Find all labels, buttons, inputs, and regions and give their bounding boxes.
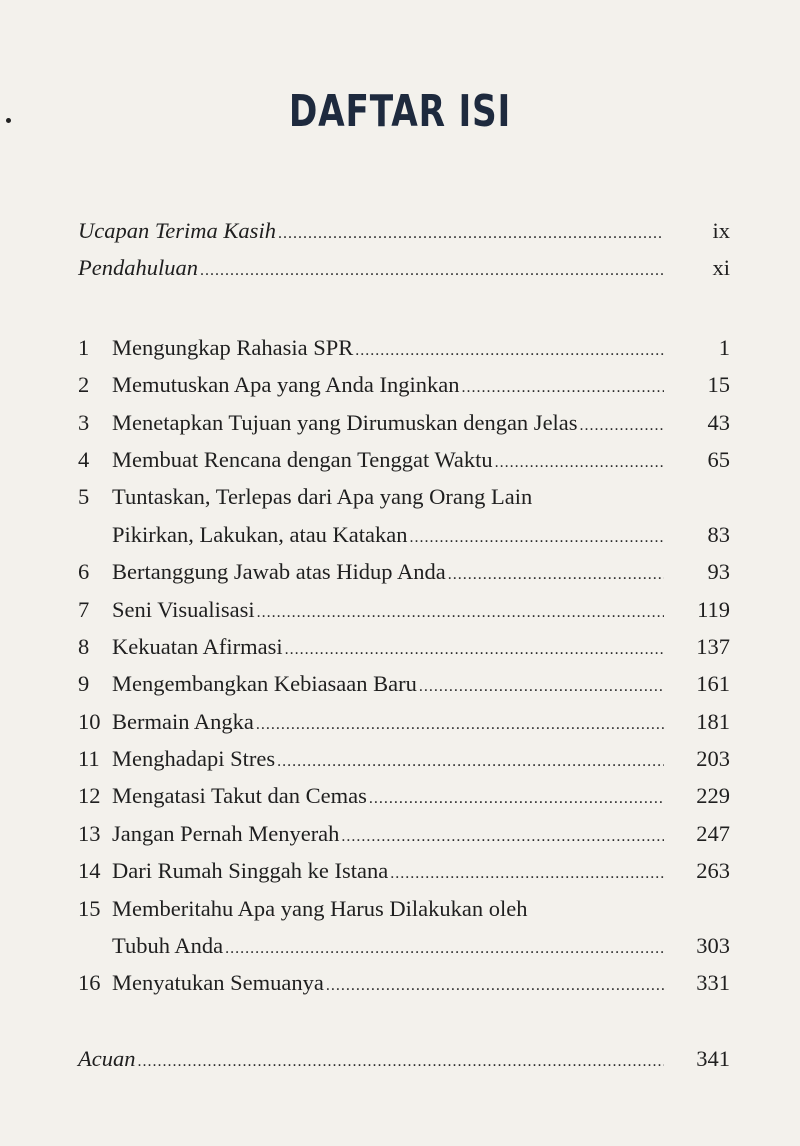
page-speck <box>6 118 11 123</box>
toc-page: 65 <box>707 446 730 472</box>
toc-label: Mengatasi Takut dan Cemas <box>112 783 367 809</box>
toc-entry-chapter-10[interactable] <box>78 703 730 740</box>
toc-page: 1 <box>718 334 730 360</box>
dot-leader <box>355 332 664 369</box>
dot-leader <box>225 930 664 967</box>
dot-leader <box>419 668 664 705</box>
dot-leader <box>580 407 664 444</box>
toc-page: 263 <box>696 858 730 884</box>
chapter-number: 13 <box>78 820 101 846</box>
toc-label: Acuan <box>78 1045 136 1071</box>
toc-page: 83 <box>707 521 730 547</box>
dot-leader <box>256 706 664 743</box>
dot-leader <box>495 444 664 481</box>
toc-entry-chapter-4[interactable] <box>78 441 730 478</box>
toc-label: Tubuh Anda <box>112 933 224 959</box>
dot-leader <box>390 855 664 892</box>
toc-page: 119 <box>697 596 730 622</box>
toc-page: xi <box>712 255 730 281</box>
toc-page: ix <box>712 218 730 243</box>
toc-label: Memberitahu Apa yang Harus Dilakukan oleh <box>112 895 528 921</box>
chapter-number: 6 <box>78 559 90 585</box>
dot-leader <box>448 556 664 593</box>
chapter-number: 7 <box>78 596 90 622</box>
toc-page: 247 <box>696 820 730 846</box>
toc-entry-chapter-14[interactable] <box>78 852 730 889</box>
dot-leader <box>326 967 664 1004</box>
toc-entry-chapter-13[interactable] <box>78 815 730 852</box>
dot-leader <box>278 215 664 252</box>
dot-leader <box>285 631 664 668</box>
dot-leader <box>369 780 664 817</box>
toc-label: Ucapan Terima Kasih <box>78 218 276 243</box>
chapter-number: 16 <box>78 970 101 996</box>
toc-label: Mengungkap Rahasia SPR <box>112 334 354 360</box>
toc-label: Tuntaskan, Terlepas dari Apa yang Orang Lain <box>112 484 533 510</box>
toc-page: 93 <box>707 559 730 585</box>
toc-entry-chapter-5[interactable] <box>78 516 730 553</box>
dot-leader <box>341 818 664 855</box>
toc-label: Menetapkan Tujuan yang Dirumuskan dengan Jelas <box>112 409 578 435</box>
toc-page: 203 <box>696 746 730 772</box>
toc-label: Pendahuluan <box>78 255 198 281</box>
toc-entry-chapter-1[interactable] <box>78 329 730 366</box>
table-of-contents <box>78 212 730 1077</box>
toc-entry-ucapan[interactable] <box>78 212 730 249</box>
page-title: DAFTAR ISI <box>288 86 512 137</box>
toc-label: Seni Visualisasi <box>112 596 255 622</box>
chapter-number: 14 <box>78 858 101 884</box>
toc-label: Bermain Angka <box>112 708 254 734</box>
toc-entry-acuan[interactable] <box>78 1040 730 1077</box>
toc-entry-chapter-7[interactable] <box>78 591 730 628</box>
chapter-number: 9 <box>78 671 90 697</box>
dot-leader <box>257 594 664 631</box>
toc-entry-chapter-3[interactable] <box>78 404 730 441</box>
dot-leader <box>277 743 664 780</box>
toc-page: 137 <box>696 633 730 659</box>
chapter-number: 15 <box>78 895 101 921</box>
toc-page: 161 <box>696 671 730 697</box>
toc-label: Pikirkan, Lakukan, atau Katakan <box>112 521 408 547</box>
chapter-number: 11 <box>78 746 100 772</box>
chapter-number: 4 <box>78 446 90 472</box>
dot-leader <box>137 1043 664 1080</box>
chapter-number: 1 <box>78 334 90 360</box>
chapter-number: 3 <box>78 409 90 435</box>
toc-label: Mengembangkan Kebiasaan Baru <box>112 671 417 697</box>
toc-entry-chapter-5-line1[interactable] <box>78 478 730 515</box>
toc-entry-pendahuluan[interactable] <box>78 249 730 286</box>
toc-entry-chapter-9[interactable] <box>78 665 730 702</box>
toc-entry-chapter-12[interactable] <box>78 777 730 814</box>
toc-page: 43 <box>707 409 730 435</box>
dot-leader <box>461 369 664 406</box>
toc-label: Jangan Pernah Menyerah <box>112 820 340 846</box>
toc-entry-chapter-6[interactable] <box>78 553 730 590</box>
dot-leader <box>200 252 664 289</box>
toc-label: Bertanggung Jawab atas Hidup Anda <box>112 559 446 585</box>
toc-label: Menghadapi Stres <box>112 746 276 772</box>
toc-page: 303 <box>696 933 730 959</box>
toc-page: 331 <box>696 970 730 996</box>
toc-label: Membuat Rencana dengan Tenggat Waktu <box>112 446 493 472</box>
chapter-number: 5 <box>78 484 90 510</box>
toc-page: 181 <box>696 708 730 734</box>
dot-leader <box>410 519 664 556</box>
toc-entry-chapter-15[interactable] <box>78 927 730 964</box>
toc-entry-chapter-15-line1[interactable] <box>78 890 730 927</box>
chapter-number: 8 <box>78 633 90 659</box>
chapter-number: 2 <box>78 372 90 398</box>
toc-page: 229 <box>696 783 730 809</box>
toc-entry-chapter-2[interactable] <box>78 366 730 403</box>
toc-entry-chapter-16[interactable] <box>78 964 730 1001</box>
toc-label: Menyatukan Semuanya <box>112 970 324 996</box>
toc-label: Memutuskan Apa yang Anda Inginkan <box>112 372 460 398</box>
chapter-number: 12 <box>78 783 101 809</box>
toc-label: Dari Rumah Singgah ke Istana <box>112 858 389 884</box>
toc-entry-chapter-11[interactable] <box>78 740 730 777</box>
toc-entry-chapter-8[interactable] <box>78 628 730 665</box>
toc-page: 15 <box>707 372 730 398</box>
toc-page: 341 <box>696 1045 730 1071</box>
toc-label: Kekuatan Afirmasi <box>112 633 283 659</box>
chapter-number: 10 <box>78 708 101 734</box>
